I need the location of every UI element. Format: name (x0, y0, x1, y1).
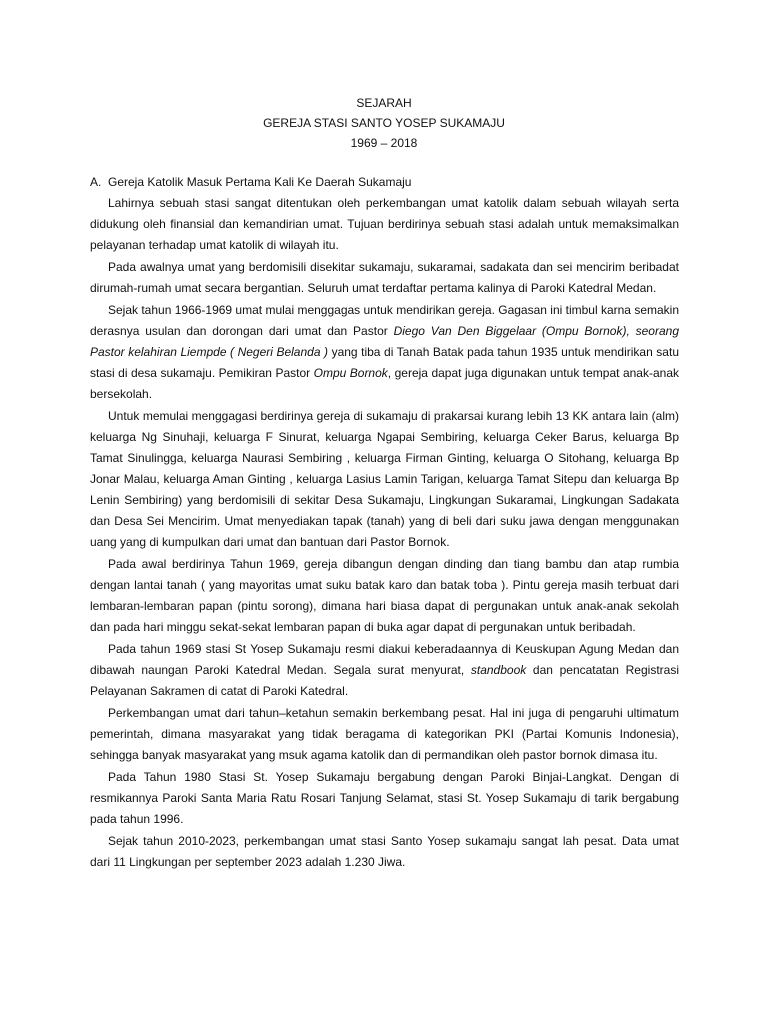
section-heading (90, 172, 679, 193)
paragraph-4: Untuk memulai menggagasi berdirinya gereja di sukamaju di prakarsai kurang lebih 13 KK antara lain (alm) keluarga Ng Sinuhaji, keluarga F Sinurat, keluarga Ngapai Sembiring, keluarga Ceker Barus, keluarga Bp Tamat Sinulingga, keluarga Naurasi Sembiring , keluarga Firman Ginting, keluarga O Sitohang, keluarga Bp Jonar Malau, keluarga Aman Ginting , keluarga Lasius Lamin Tarigan, keluarga Tamat Sitepu dan keluarga Bp Lenin Sembiring) yang berdomisili di sekitar Desa Sukamaju, Lingkungan Sukaramai, Lingkungan Sadakata dan Desa Sei Mencirim. Umat menyediakan tapak (tanah) yang di beli dari suku jawa dengan menggunakan uang yang di kumpulkan dari umat dan bantuan dari Pastor Bornok. (90, 409, 679, 549)
paragraph-5: Pada awal berdirinya Tahun 1969, gereja dibangun dengan dinding dan tiang bambu dan atap rumbia dengan lantai tanah ( yang mayoritas umat suku batak karo dan batak toba ). Pintu gereja masih terbuat dari lembaran-lembaran papan (pintu sorong), dimana hari biasa dapat di pergunakan untuk anak-anak sekolah dan pada hari minggu sekat-sekat lembaran papan di buka agar dapat di pergunakan untuk beribadah. (90, 557, 679, 634)
title-church-name: GEREJA STASI SANTO YOSEP SUKAMAJU (263, 116, 505, 130)
paragraph-9: Sejak tahun 2010-2023, perkembangan umat stasi Santo Yosep sukamaju sangat lah pesat. Data umat dari 11 Lingkungan per september 2023 adalah 1.230 Jiwa. (90, 834, 679, 869)
paragraph-3-part-a: Sejak tahun 1966-1969 umat mulai menggagas untuk mendirikan gereja. Gagasan ini timbul karna semakin derasnya usulan dan dorongan dari umat dan Pastor (90, 303, 680, 338)
paragraph-6 (90, 639, 679, 702)
title-sejarah: SEJARAH (356, 96, 412, 110)
paragraph-6-italic-standbook: standbook (470, 663, 527, 677)
paragraph-6-part-a: Pada tahun 1969 stasi St Yosep Sukamaju resmi diakui keberadaannya di Keuskupan Agung Medan dan dibawah naungan Paroki Katedral Medan. Segala surat menyurat, (90, 642, 679, 677)
paragraph-7: Perkembangan umat dari tahun–ketahun semakin berkembang pesat. Hal ini juga di pengaruhi ultimatum pemerintah, dimana masyarakat yang tidak beragama di kategorikan PKI (Partai Komunis Indonesia), sehingga banyak masyarakat yang msuk agama katolik dan di permandikan oleh pastor bornok dimasa itu. (90, 706, 679, 762)
paragraph-3-part-c: yang tiba di Tanah Batak pada tahun 1935 untuk mendirikan satu stasi di desa sukamaju. Pemikiran Pastor (90, 345, 679, 380)
paragraph-2: Pada awalnya umat yang berdomisili disekitar sukamaju, sukaramai, sadakata dan sei mencirim beribadat dirumah-rumah umat secara bergantian. Seluruh umat terdaftar pertama kalinya di Paroki Katedral Medan. (90, 260, 679, 295)
title-years: 1969 – 2018 (350, 136, 418, 150)
paragraph-3-part-e: , gereja dapat juga digunakan untuk tempat anak-anak bersekolah. (90, 366, 679, 401)
paragraph-8: Pada Tahun 1980 Stasi St. Yosep Sukamaju bergabung dengan Paroki Binjai-Langkat. Dengan di resmikannya Paroki Santa Maria Ratu Rosari Tanjung Selamat, stasi St. Yosep Sukamaju di tarik bergabung pada tahun 1996. (90, 770, 679, 826)
paragraph-1: Lahirnya sebuah stasi sangat ditentukan oleh perkembangan umat katolik dalam sebuah wilayah serta didukung oleh finansial dan kemandirian umat. Tujuan berdirinya sebuah stasi adalah untuk memaksimalkan pelayanan terhadap umat katolik di wilayah itu. (90, 196, 679, 252)
document-body (90, 172, 679, 874)
paragraph-6-part-c: dan pencatatan Registrasi Pelayanan Sakramen di catat di Paroki Katedral. (90, 663, 679, 698)
paragraph-3-italic-pastor: Diego Van Den Biggelaar (Ompu Bornok), seorang Pastor kelahiran Liempde ( Negeri Belanda ) (90, 324, 679, 359)
section-number: A. (90, 175, 102, 189)
paragraph-3-italic-ompu-bornok: Ompu Bornok (313, 366, 388, 380)
paragraph-3 (90, 300, 679, 405)
section-heading-text: Gereja Katolik Masuk Pertama Kali Ke Daerah Sukamaju (108, 175, 412, 189)
document-title-block (0, 93, 768, 153)
